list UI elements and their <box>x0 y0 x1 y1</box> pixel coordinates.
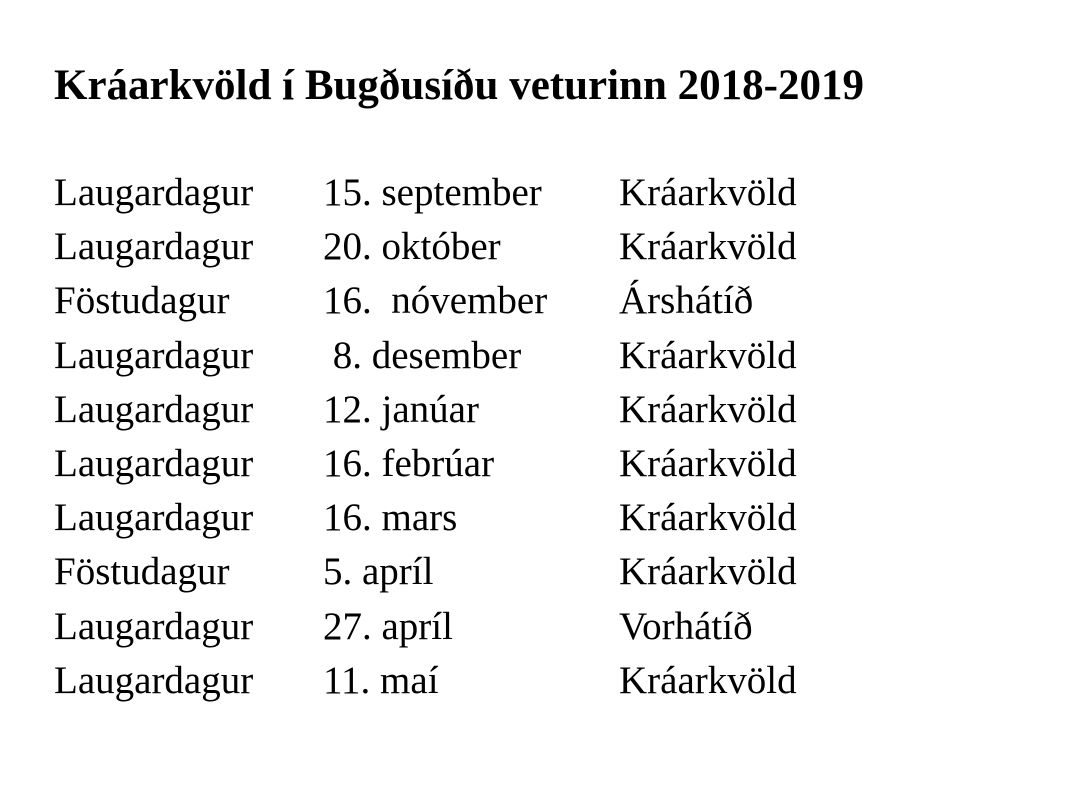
date-cell: 16. nóvember <box>323 279 548 323</box>
day-cell: Laugardagur <box>54 442 254 486</box>
event-cell: Kráarkvöld <box>619 333 797 377</box>
table-row <box>54 545 919 599</box>
schedule-table <box>54 166 919 708</box>
day-cell: Laugardagur <box>54 225 254 269</box>
table-row <box>54 654 919 708</box>
table-row <box>54 491 919 545</box>
table-row <box>54 600 919 654</box>
event-cell: Kráarkvöld <box>619 387 797 431</box>
day-cell: Laugardagur <box>54 604 254 648</box>
date-cell: 16. mars <box>323 496 458 540</box>
date-cell: 11. maí <box>323 658 439 702</box>
table-row <box>54 329 919 383</box>
table-row <box>54 383 919 437</box>
date-cell: 27. apríl <box>323 604 453 648</box>
event-cell: Kráarkvöld <box>619 496 797 540</box>
day-cell: Laugardagur <box>54 387 254 431</box>
date-cell: 8. desember <box>323 333 522 377</box>
table-row <box>54 274 919 328</box>
event-cell: Vorhátíð <box>619 604 753 648</box>
day-cell: Föstudagur <box>54 279 230 323</box>
day-cell: Laugardagur <box>54 496 254 540</box>
day-cell: Laugardagur <box>54 333 254 377</box>
event-cell: Kráarkvöld <box>619 442 797 486</box>
date-cell: 5. apríl <box>323 550 434 594</box>
event-cell: Árshátíð <box>619 279 754 323</box>
table-row <box>54 220 919 274</box>
date-cell: 20. október <box>323 225 501 269</box>
date-cell: 12. janúar <box>323 387 479 431</box>
date-cell: 15. september <box>323 171 542 215</box>
event-cell: Kráarkvöld <box>619 171 797 215</box>
day-cell: Laugardagur <box>54 171 254 215</box>
table-row <box>54 166 919 220</box>
day-cell: Laugardagur <box>54 658 254 702</box>
event-cell: Kráarkvöld <box>619 225 797 269</box>
event-cell: Kráarkvöld <box>619 550 797 594</box>
date-cell: 16. febrúar <box>323 442 495 486</box>
table-row <box>54 437 919 491</box>
day-cell: Föstudagur <box>54 550 230 594</box>
event-cell: Kráarkvöld <box>619 658 797 702</box>
page-title: Kráarkvöld í Bugðusíðu veturinn 2018-2019 <box>54 62 864 109</box>
